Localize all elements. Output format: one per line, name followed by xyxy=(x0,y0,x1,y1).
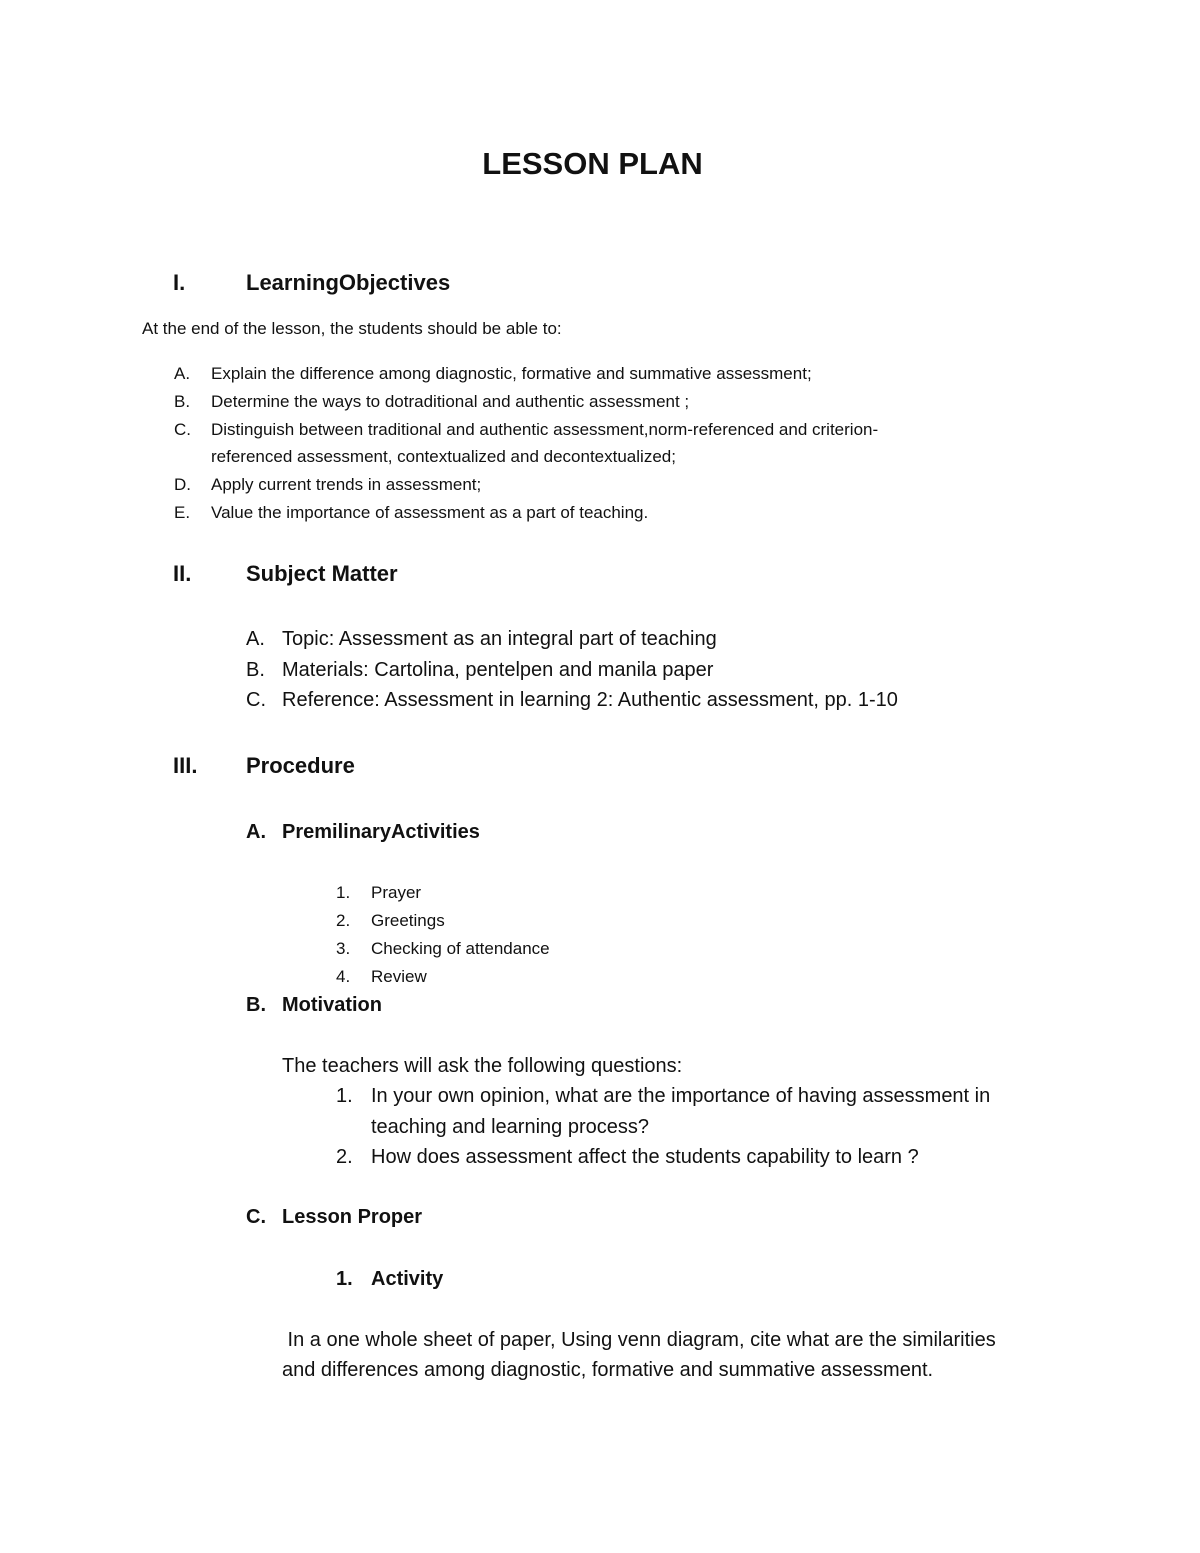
subsection-marker: A. xyxy=(246,821,266,843)
list-item-continuation: referenced assessment, contextualized and decontextualized; xyxy=(211,447,676,466)
activity-title: Activity xyxy=(371,1268,444,1290)
section-title: LearningObjectives xyxy=(246,270,451,295)
list-marker: B. xyxy=(174,392,191,411)
subsection-intro: The teachers will ask the following questions: xyxy=(282,1055,683,1077)
list-marker: A. xyxy=(246,628,265,650)
list-marker: 2. xyxy=(336,1146,353,1168)
subsection-title: Motivation xyxy=(282,994,382,1016)
list-item: Topic: Assessment as an integral part of teaching xyxy=(282,628,717,650)
list-marker: D. xyxy=(174,475,191,494)
list-item: Review xyxy=(371,967,427,986)
list-item: Explain the difference among diagnostic, formative and summative assessment; xyxy=(211,364,812,383)
subsection-title: PremilinaryActivities xyxy=(282,821,480,843)
list-item: Reference: Assessment in learning 2: Authentic assessment, pp. 1-10 xyxy=(282,689,898,711)
list-item: In your own opinion, what are the importance of having assessment in xyxy=(371,1085,991,1107)
list-item: Materials: Cartolina, pentelpen and manila paper xyxy=(282,659,714,681)
list-marker: 1. xyxy=(336,883,351,902)
section-number: II. xyxy=(173,561,192,586)
list-item: Distinguish between traditional and authentic assessment,norm-referenced and criterion- xyxy=(211,420,879,439)
section-title: Subject Matter xyxy=(246,561,398,586)
list-item: Checking of attendance xyxy=(371,939,550,958)
section-number: I. xyxy=(173,270,186,295)
list-item: Prayer xyxy=(371,883,422,902)
list-marker: C. xyxy=(174,420,191,439)
page-title: LESSON PLAN xyxy=(482,146,703,181)
subsection-title: Lesson Proper xyxy=(282,1206,423,1228)
list-item: Apply current trends in assessment; xyxy=(211,475,482,494)
subsection-marker: C. xyxy=(246,1206,266,1228)
section-title: Procedure xyxy=(246,753,355,778)
list-item: Determine the ways to dotraditional and authentic assessment ; xyxy=(211,392,690,411)
list-item-continuation: teaching and learning process? xyxy=(371,1116,649,1138)
list-marker: B. xyxy=(246,659,265,681)
list-marker: E. xyxy=(174,503,191,522)
activity-text: In a one whole sheet of paper, Using venn diagram, cite what are the similarities xyxy=(282,1329,996,1351)
list-marker: 3. xyxy=(336,939,351,958)
list-marker: 1. xyxy=(336,1085,353,1107)
list-marker: A. xyxy=(174,364,191,383)
subsection-marker: B. xyxy=(246,994,266,1016)
list-marker: 2. xyxy=(336,911,351,930)
activity-marker: 1. xyxy=(336,1268,353,1290)
list-marker: C. xyxy=(246,689,266,711)
list-item: Greetings xyxy=(371,911,445,930)
section-intro: At the end of the lesson, the students should be able to: xyxy=(142,319,562,338)
list-item: How does assessment affect the students capability to learn ? xyxy=(371,1146,919,1168)
list-item: Value the importance of assessment as a part of teaching. xyxy=(211,503,649,522)
section-number: III. xyxy=(173,753,198,778)
activity-text-continuation: and differences among diagnostic, formative and summative assessment. xyxy=(282,1359,934,1381)
list-marker: 4. xyxy=(336,967,351,986)
